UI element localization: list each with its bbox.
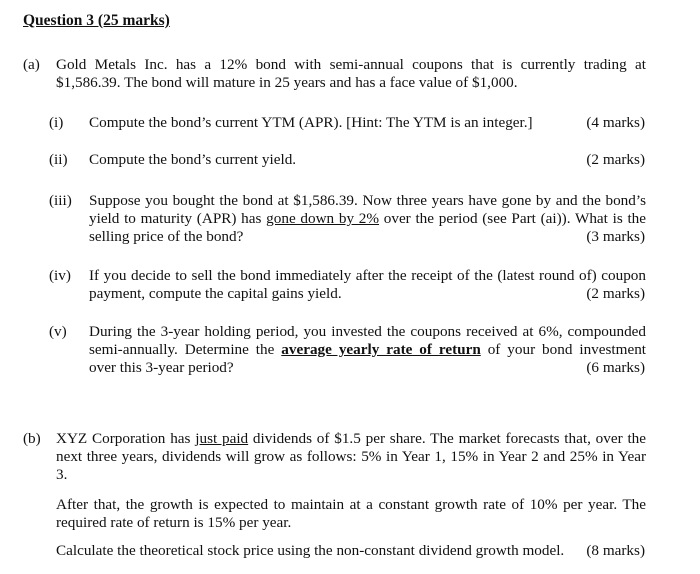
part-b-paragraph-2 [56, 496, 646, 532]
item-iii-line-1: Suppose you bought the bond at $1,586.39. Now three years have gone by and the bond’s [89, 192, 646, 209]
item-i-marks: (4 marks) [586, 114, 645, 131]
part-b-marks: (8 marks) [586, 542, 645, 559]
item-v-marks: (6 marks) [586, 359, 645, 376]
item-v-line-2-end: of your bond investment [480, 341, 647, 358]
item-iii-text [89, 192, 646, 246]
question-title: Question 3 (25 marks) [23, 12, 170, 29]
item-iii-marks: (3 marks) [586, 228, 645, 245]
item-v-bold-phrase: average yearly rate of return [281, 341, 481, 358]
item-iv-line-2: payment, compute the capital gains yield. [89, 285, 342, 302]
item-iv-marks: (2 marks) [586, 285, 645, 302]
item-i-text [89, 114, 533, 132]
item-iii-underlined-phrase: gone down by 2% [266, 210, 380, 227]
item-iv-label: (iv) [49, 267, 71, 284]
part-b-label: (b) [23, 430, 41, 447]
item-v-line-2-start: semi-annually. Determine the [89, 341, 282, 358]
part-b-intro [56, 430, 646, 484]
part-b-line-2: next three years, dividends will grow as follows: 5% in Year 1, 15% in Year 2 and 25% in Year [56, 448, 646, 465]
part-b-line-1-end: dividends of $1.5 per share. The market forecasts that, over the [248, 430, 647, 447]
item-i-label: (i) [49, 114, 64, 131]
item-iii-line-3: selling price of the bond? [89, 228, 244, 245]
part-b-para3-line: Calculate the theoretical stock price using the non-constant dividend growth model. [56, 542, 565, 559]
item-v-label: (v) [49, 323, 67, 340]
part-a-intro-line-1: Gold Metals Inc. has a 12% bond with semi-annual coupons that is currently trading at [56, 56, 646, 73]
item-iii-line-2-end: over the period (see Part (ai)). What is the [379, 210, 646, 227]
part-a-label: (a) [23, 56, 40, 73]
item-ii-label: (ii) [49, 151, 68, 168]
item-iii-line-2-start: yield to maturity (APR) has [89, 210, 267, 227]
item-v-line-2 [89, 341, 646, 359]
part-b-para2-line-1: After that, the growth is expected to maintain at a constant growth rate of 10% per year. The [56, 496, 646, 513]
part-b-line-1 [56, 430, 646, 448]
part-b-para2-line-2: required rate of return is 15% per year. [56, 514, 292, 531]
item-ii-line: Compute the bond’s current yield. [89, 151, 297, 168]
item-iii-label: (iii) [49, 192, 72, 209]
item-iv-line-1: If you decide to sell the bond immediately after the receipt of the (latest round of) coupon [89, 267, 646, 284]
part-a-intro-line-2: $1,586.39. The bond will mature in 25 years and has a face value of $1,000. [56, 74, 518, 91]
part-b-line-1-start: XYZ Corporation has [56, 430, 196, 447]
part-a-intro [56, 56, 646, 92]
item-i-line: Compute the bond’s current YTM (APR). [Hint: The YTM is an integer.] [89, 114, 533, 131]
item-ii-marks: (2 marks) [586, 151, 645, 168]
item-iii-line-2 [89, 210, 646, 228]
item-v-line-1: During the 3-year holding period, you invested the coupons received at 6%, compounded [89, 323, 646, 340]
item-v-text [89, 323, 646, 377]
part-b-underlined-phrase: just paid [195, 430, 249, 447]
part-b-line-3: 3. [56, 466, 68, 483]
item-v-line-3: over this 3-year period? [89, 359, 234, 376]
item-ii-text [89, 151, 296, 169]
part-b-paragraph-3 [56, 542, 564, 560]
item-iv-text [89, 267, 646, 303]
